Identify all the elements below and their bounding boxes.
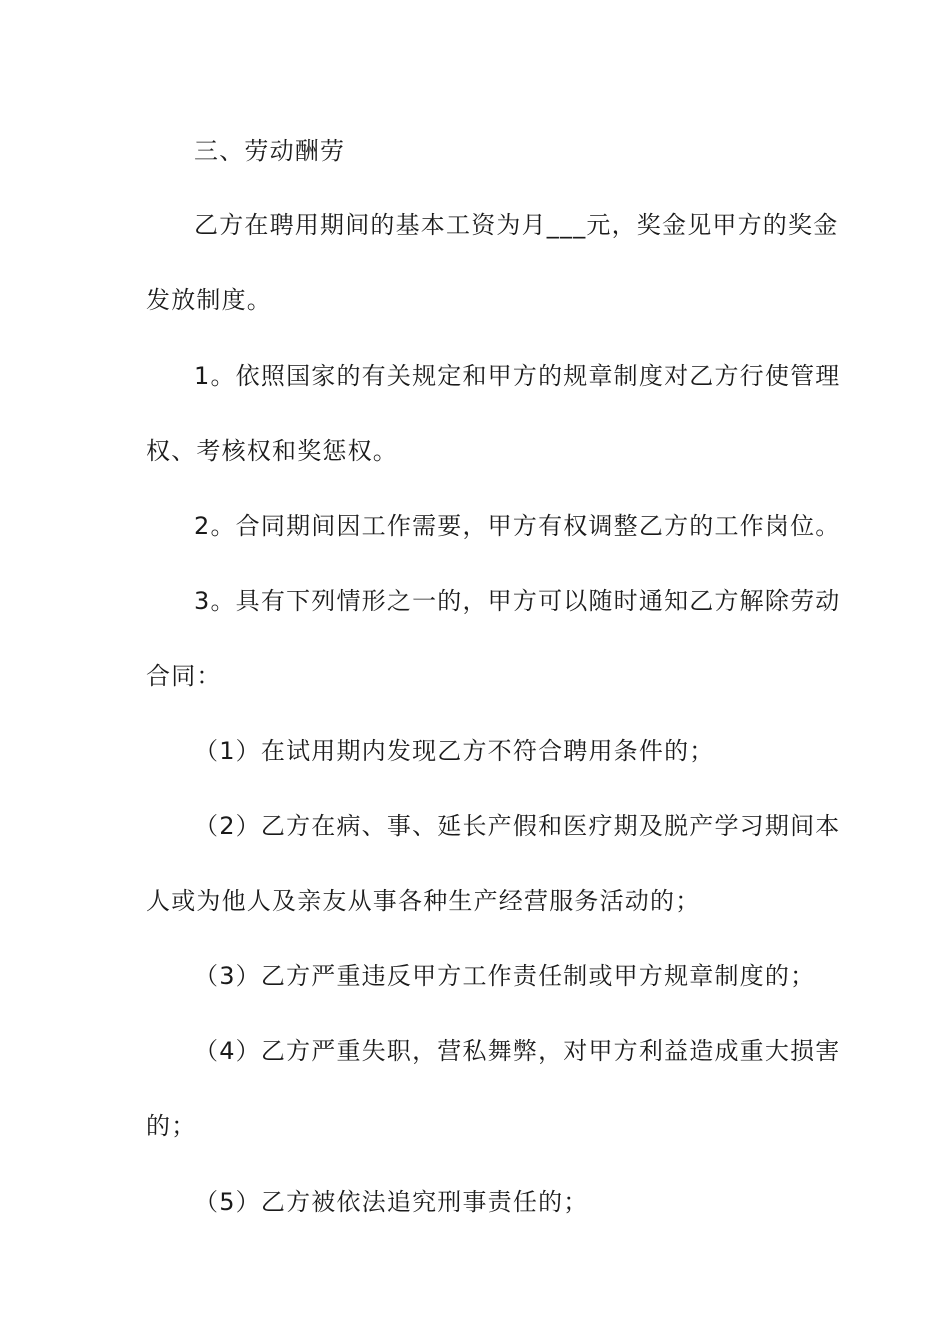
list-item: （1）在试用期内发现乙方不符合聘用条件的； — [194, 737, 715, 765]
list-item: （4）乙方严重失职，营私舞弊，对甲方利益造成重大损害 — [194, 1037, 841, 1065]
list-item-continuation: 人或为他人及亲友从事各种生产经营服务活动的； — [146, 887, 701, 915]
section-heading: 三、劳动酬劳 — [194, 137, 346, 165]
list-item: （3）乙方严重违反甲方工作责任制或甲方规章制度的； — [194, 962, 816, 990]
paragraph-line: 1。依照国家的有关规定和甲方的规章制度对乙方行使管理 — [194, 362, 841, 390]
list-item: （2）乙方在病、事、延长产假和医疗期及脱产学习期间本 — [194, 812, 841, 840]
paragraph-line: 发放制度。 — [146, 286, 272, 314]
list-item-continuation: 的； — [146, 1112, 197, 1140]
paragraph-line: 权、考核权和奖惩权。 — [146, 437, 398, 465]
paragraph-line: 合同： — [146, 662, 222, 690]
list-item: （5）乙方被依法追究刑事责任的； — [194, 1188, 589, 1216]
paragraph-line: 乙方在聘用期间的基本工资为月___元，奖金见甲方的奖金 — [194, 211, 839, 239]
paragraph-line: 3。具有下列情形之一的，甲方可以随时通知乙方解除劳动 — [194, 587, 841, 615]
paragraph-line: 2。合同期间因工作需要，甲方有权调整乙方的工作岗位。 — [194, 512, 841, 540]
